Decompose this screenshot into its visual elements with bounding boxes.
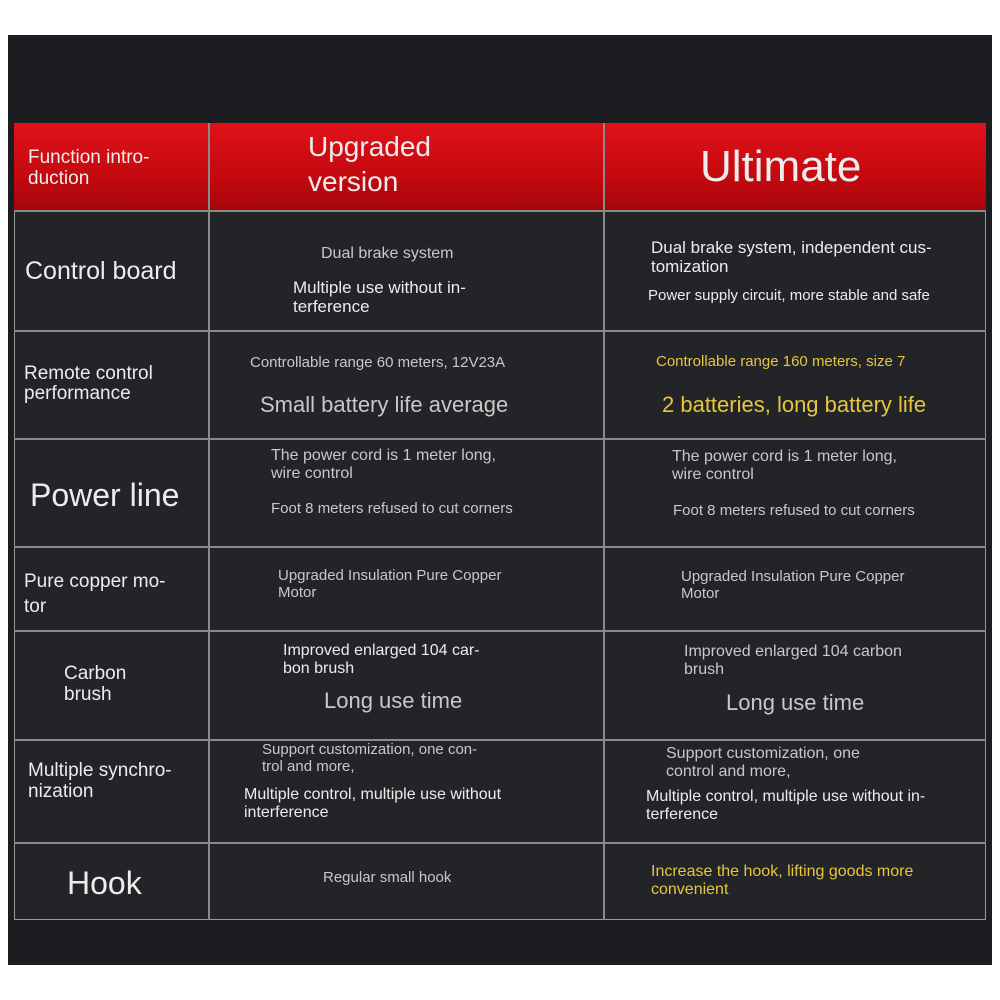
ultimate-control-board-line1: Dual brake system, independent cus- tomization [651, 238, 932, 277]
upgraded-control-board-line2: Multiple use without in- terference [293, 278, 466, 317]
ultimate-copper-motor: Upgraded Insulation Pure Copper Motor [681, 568, 905, 602]
upgraded-hook: Regular small hook [323, 869, 452, 886]
feature-control-board: Control board [25, 257, 177, 285]
ultimate-power-line2: Foot 8 meters refused to cut corners [673, 502, 915, 519]
header-function-introduction: Function intro- duction [28, 147, 150, 190]
column-divider-1 [208, 123, 210, 920]
row-divider [14, 546, 986, 548]
upgraded-sync-line1: Support customization, one con- trol and more, [262, 741, 478, 775]
ultimate-carbon-brush-line2: Long use time [726, 690, 865, 715]
feature-hook: Hook [67, 865, 142, 901]
ultimate-sync-line1: Support customization, one control and more, [666, 745, 860, 780]
row-divider [14, 739, 986, 741]
row-divider [14, 438, 986, 440]
ultimate-hook: Increase the hook, lifting goods more convenient [651, 863, 914, 898]
ultimate-remote-line1: Controllable range 160 meters, size 7 [656, 353, 906, 370]
ultimate-sync-line2: Multiple control, multiple use without in- terference [646, 788, 926, 823]
feature-remote-control: Remote control performance [24, 363, 153, 404]
upgraded-copper-motor: Upgraded Insulation Pure Copper Motor [278, 567, 502, 601]
feature-pure-copper-motor: Pure copper mo- tor [24, 571, 166, 617]
upgraded-control-board-line1: Dual brake system [321, 245, 454, 262]
feature-carbon-brush: Carbon brush [64, 663, 127, 706]
upgraded-power-line1: The power cord is 1 meter long, wire control [271, 447, 496, 482]
upgraded-carbon-brush-line1: Improved enlarged 104 car- bon brush [283, 642, 480, 677]
ultimate-carbon-brush-line1: Improved enlarged 104 carbon brush [684, 643, 902, 678]
feature-power-line: Power line [30, 477, 180, 513]
header-ultimate: Ultimate [700, 142, 862, 191]
row-divider [14, 210, 986, 212]
ultimate-remote-line2: 2 batteries, long battery life [662, 392, 927, 417]
column-divider-2 [603, 123, 605, 920]
upgraded-carbon-brush-line2: Long use time [324, 688, 463, 713]
upgraded-sync-line2: Multiple control, multiple use without interference [244, 786, 502, 821]
upgraded-remote-line1: Controllable range 60 meters, 12V23A [250, 354, 506, 371]
upgraded-power-line2: Foot 8 meters refused to cut corners [271, 500, 513, 517]
header-upgraded-version: Upgraded version [308, 131, 431, 197]
row-divider [14, 330, 986, 332]
feature-multiple-synchronization: Multiple synchro- nization [28, 760, 172, 803]
upgraded-remote-line2: Small battery life average [260, 392, 509, 417]
ultimate-control-board-line2: Power supply circuit, more stable and safe [648, 287, 930, 304]
ultimate-power-line1: The power cord is 1 meter long, wire control [672, 448, 897, 483]
row-divider [14, 630, 986, 632]
row-divider [14, 842, 986, 844]
